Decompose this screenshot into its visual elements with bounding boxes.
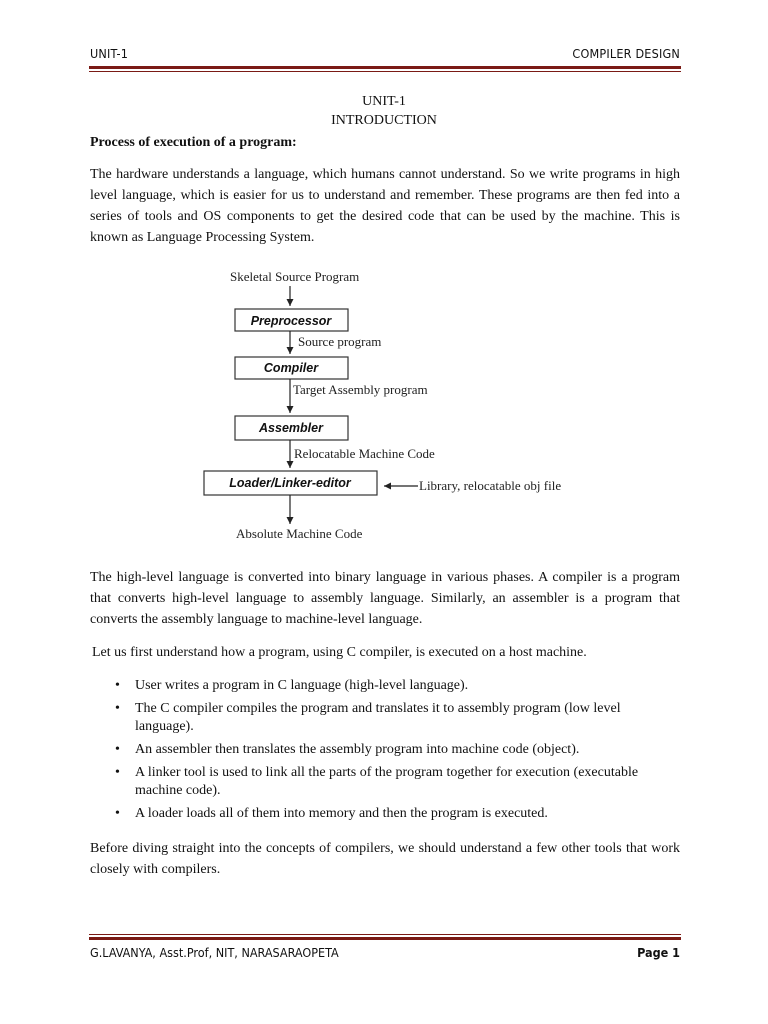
footer-author: G.LAVANYA, Asst.Prof, NIT, NARASARAOPETA <box>90 945 339 960</box>
page-footer <box>90 945 680 960</box>
page-title-unit: UNIT-1 <box>362 94 406 109</box>
preprocessor-label: Preprocessor <box>250 314 332 328</box>
skeletal-source-label: Skeletal Source Program <box>230 269 360 284</box>
library-input-label: Library, relocatable obj file <box>419 478 562 493</box>
assembler-label: Assembler <box>259 421 323 435</box>
list-item: • A loader loads all of them into memory and then the program is executed. <box>115 806 548 821</box>
bullet-icon: • <box>115 678 120 693</box>
c-intro-paragraph: Let us first understand how a program, using C compiler, is executed on a host machine. <box>92 645 587 660</box>
footer-rule <box>89 934 681 940</box>
header-subject: COMPILER DESIGN <box>572 46 680 61</box>
execution-steps-list <box>90 677 670 828</box>
list-item: • A linker tool is used to link all the parts of the program together for execution (executable machine code). <box>115 765 639 798</box>
page-title-introduction: INTRODUCTION <box>331 113 437 128</box>
page-number: Page 1 <box>637 945 680 960</box>
list-item: • An assembler then translates the assembly program into machine code (object). <box>115 742 580 757</box>
list-item: • User writes a program in C language (high-level language). <box>115 678 469 693</box>
target-assembly-label: Target Assembly program <box>293 382 428 397</box>
bullet-icon: • <box>115 806 120 821</box>
phases-paragraph: The high-level language is converted into binary language in various phases. A compiler is a program that converts high-level language to assembly language. Similarly, an assembler is a program that converts the assembly language to machine-level language. <box>90 570 680 627</box>
relocatable-code-label: Relocatable Machine Code <box>294 446 435 461</box>
absolute-machine-code-label: Absolute Machine Code <box>236 526 363 541</box>
header-unit: UNIT-1 <box>90 46 129 61</box>
list-item: • The C compiler compiles the program and translates it to assembly program (low level language). <box>115 701 621 734</box>
bullet-icon: • <box>115 701 120 716</box>
intro-paragraph: The hardware understands a language, which humans cannot understand. So we write programs in high level language, which is easier for us to understand and remember. These programs are then fed into a series of tools and OS components to get the desired code that can be used by the machine. This is known as Language Processing System. <box>90 167 680 245</box>
bullet-icon: • <box>115 742 120 757</box>
source-program-label: Source program <box>298 334 382 349</box>
closing-paragraph: Before diving straight into the concepts of compilers, we should understand a few other tools that work closely with compilers. <box>90 841 680 877</box>
compiler-label: Compiler <box>263 361 319 375</box>
loader-linker-label: Loader/Linker-editor <box>229 476 351 490</box>
bullet-icon: • <box>115 765 120 780</box>
section-heading: Process of execution of a program: <box>90 135 297 150</box>
